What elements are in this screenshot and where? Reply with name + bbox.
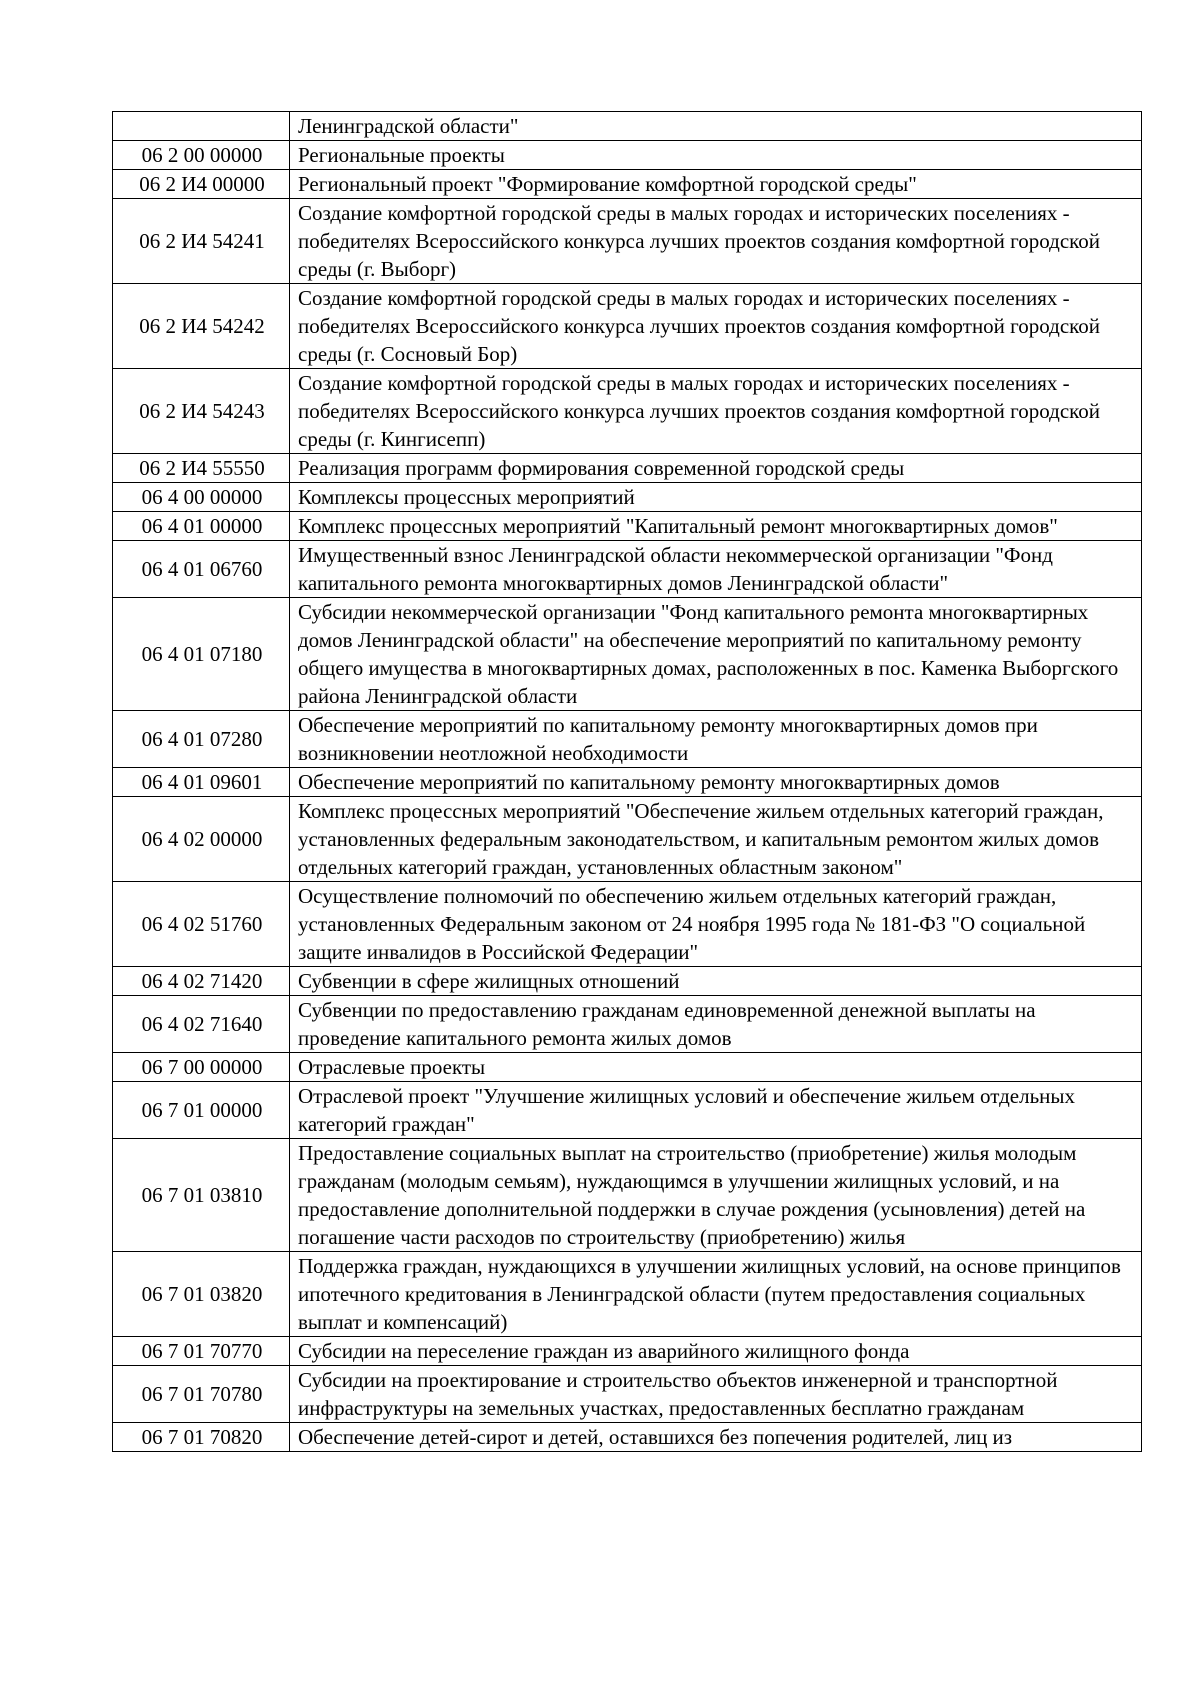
code-cell: 06 2 И4 55550 — [113, 454, 290, 483]
name-cell: Имущественный взнос Ленинградской области некоммерческой организации "Фонд капитального ремонта многоквартирных домов Ленинградской области" — [290, 541, 1142, 598]
code-cell: 06 7 01 70770 — [113, 1337, 290, 1366]
name-cell: Субвенции в сфере жилищных отношений — [290, 967, 1142, 996]
code-cell: 06 4 02 71640 — [113, 996, 290, 1053]
table-row — [113, 598, 1142, 711]
code-cell: 06 2 И4 54243 — [113, 369, 290, 454]
name-cell: Осуществление полномочий по обеспечению жильем отдельных категорий граждан, установленных Федеральным законом от 24 ноября 1995 года № 181-ФЗ "О социальной защите инвалидов в Российской Федерации" — [290, 882, 1142, 967]
code-cell: 06 2 00 00000 — [113, 141, 290, 170]
table-row — [113, 711, 1142, 768]
name-cell: Региональный проект "Формирование комфортной городской среды" — [290, 170, 1142, 199]
name-cell: Комплексы процессных мероприятий — [290, 483, 1142, 512]
name-cell: Региональные проекты — [290, 141, 1142, 170]
table-row — [113, 797, 1142, 882]
table-row — [113, 369, 1142, 454]
table-row — [113, 170, 1142, 199]
table-row — [113, 284, 1142, 369]
name-cell: Субсидии на переселение граждан из аварийного жилищного фонда — [290, 1337, 1142, 1366]
code-cell: 06 4 02 71420 — [113, 967, 290, 996]
code-cell: 06 4 01 07280 — [113, 711, 290, 768]
code-cell: 06 4 02 00000 — [113, 797, 290, 882]
code-cell: 06 7 01 03820 — [113, 1252, 290, 1337]
table-row — [113, 1053, 1142, 1082]
name-cell: Комплекс процессных мероприятий "Обеспечение жильем отдельных категорий граждан, установленных федеральным законодательством, и капитальным ремонтом жилых домов отдельных категорий граждан, установленных областным законом" — [290, 797, 1142, 882]
code-cell: 06 4 01 09601 — [113, 768, 290, 797]
code-cell: 06 7 01 70780 — [113, 1366, 290, 1423]
code-cell: 06 7 01 03810 — [113, 1139, 290, 1252]
name-cell: Обеспечение мероприятий по капитальному ремонту многоквартирных домов при возникновении неотложной необходимости — [290, 711, 1142, 768]
table-row — [113, 454, 1142, 483]
code-cell: 06 7 01 70820 — [113, 1423, 290, 1452]
name-cell: Создание комфортной городской среды в малых городах и исторических поселениях - победителях Всероссийского конкурса лучших проектов создания комфортной городской среды (г. Выборг) — [290, 199, 1142, 284]
name-cell: Отраслевые проекты — [290, 1053, 1142, 1082]
name-cell: Ленинградской области" — [290, 112, 1142, 141]
table-row — [113, 1082, 1142, 1139]
table-row — [113, 882, 1142, 967]
code-cell: 06 4 02 51760 — [113, 882, 290, 967]
table-row — [113, 768, 1142, 797]
name-cell: Создание комфортной городской среды в малых городах и исторических поселениях - победителях Всероссийского конкурса лучших проектов создания комфортной городской среды (г. Сосновый Бор) — [290, 284, 1142, 369]
code-cell: 06 2 И4 00000 — [113, 170, 290, 199]
code-cell: 06 2 И4 54242 — [113, 284, 290, 369]
table-row — [113, 1252, 1142, 1337]
name-cell: Создание комфортной городской среды в малых городах и исторических поселениях - победителях Всероссийского конкурса лучших проектов создания комфортной городской среды (г. Кингисепп) — [290, 369, 1142, 454]
table-row — [113, 1366, 1142, 1423]
name-cell: Комплекс процессных мероприятий "Капитальный ремонт многоквартирных домов" — [290, 512, 1142, 541]
table-row — [113, 199, 1142, 284]
table-row — [113, 512, 1142, 541]
table-row — [113, 1139, 1142, 1252]
code-cell: 06 4 01 00000 — [113, 512, 290, 541]
table-row — [113, 483, 1142, 512]
name-cell: Реализация программ формирования современной городской среды — [290, 454, 1142, 483]
code-cell: 06 2 И4 54241 — [113, 199, 290, 284]
table-row — [113, 541, 1142, 598]
code-cell: 06 4 01 07180 — [113, 598, 290, 711]
code-cell — [113, 112, 290, 141]
name-cell: Субсидии некоммерческой организации "Фонд капитального ремонта многоквартирных домов Ленинградской области" на обеспечение мероприятий по капитальному ремонту общего имущества в многоквартирных домах, расположенных в пос. Каменка Выборгского района Ленинградской области — [290, 598, 1142, 711]
code-cell: 06 4 01 06760 — [113, 541, 290, 598]
name-cell: Отраслевой проект "Улучшение жилищных условий и обеспечение жильем отдельных категорий граждан" — [290, 1082, 1142, 1139]
code-cell: 06 4 00 00000 — [113, 483, 290, 512]
code-cell: 06 7 01 00000 — [113, 1082, 290, 1139]
budget-code-table — [112, 111, 1142, 1452]
table-row — [113, 996, 1142, 1053]
table-row — [113, 1337, 1142, 1366]
table-row — [113, 112, 1142, 141]
name-cell: Субвенции по предоставлению гражданам единовременной денежной выплаты на проведение капитального ремонта жилых домов — [290, 996, 1142, 1053]
name-cell: Поддержка граждан, нуждающихся в улучшении жилищных условий, на основе принципов ипотечного кредитования в Ленинградской области (путем предоставления социальных выплат и компенсаций) — [290, 1252, 1142, 1337]
name-cell: Обеспечение детей-сирот и детей, оставшихся без попечения родителей, лиц из — [290, 1423, 1142, 1452]
table-row — [113, 141, 1142, 170]
table-row — [113, 1423, 1142, 1452]
table-body — [113, 112, 1142, 1452]
name-cell: Предоставление социальных выплат на строительство (приобретение) жилья молодым гражданам (молодым семьям), нуждающимся в улучшении жилищных условий, и на предоставление дополнительной поддержки в случае рождения (усыновления) детей на погашение части расходов по строительству (приобретению) жилья — [290, 1139, 1142, 1252]
table-row — [113, 967, 1142, 996]
code-cell: 06 7 00 00000 — [113, 1053, 290, 1082]
name-cell: Субсидии на проектирование и строительство объектов инженерной и транспортной инфраструктуры на земельных участках, предоставленных бесплатно гражданам — [290, 1366, 1142, 1423]
name-cell: Обеспечение мероприятий по капитальному ремонту многоквартирных домов — [290, 768, 1142, 797]
